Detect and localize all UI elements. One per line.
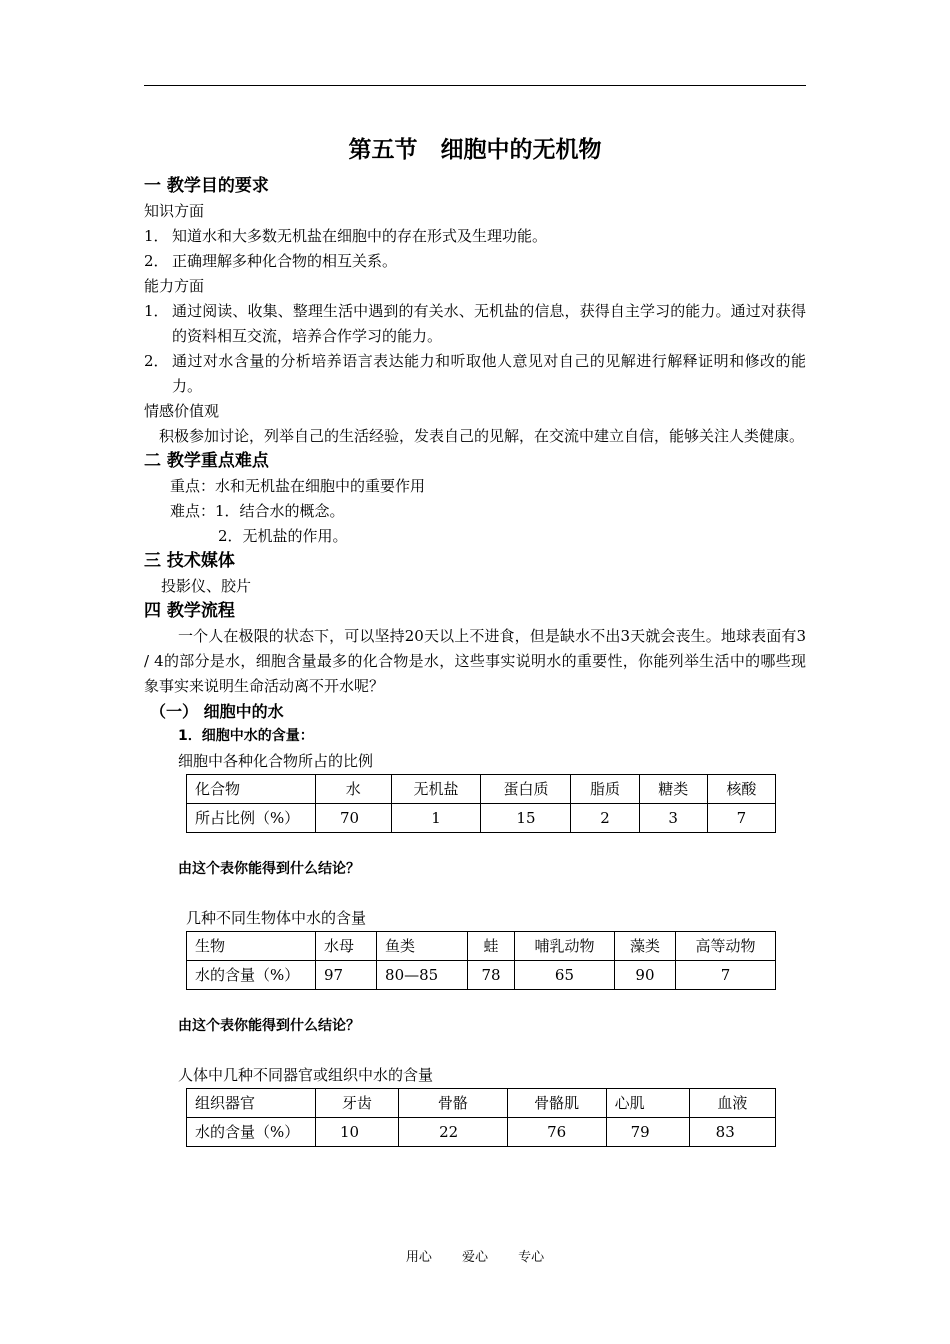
footer-text: 用心 (405, 1250, 432, 1265)
section-heading-key-points: 二 教学重点难点 (144, 451, 269, 471)
footer-text: 专心 (518, 1250, 545, 1265)
media-text: 投影仪、胶片 (161, 577, 252, 595)
list-item: 1． 通过阅读、收集、整理生活中遇到的有关水、无机盐的信息，获得自主学习的能力。通过对获得的资料相互交流，培养合作学习的能力。 (144, 302, 806, 345)
list-item: 2． 通过对水含量的分析培养语言表达能力和听取他人意见对自己的见解进行解释证明和修改的能力。 (144, 352, 806, 395)
footer-text: 爱心 (461, 1250, 488, 1265)
subsection-heading-water: （一） 细胞中的水 (150, 702, 284, 721)
question-2: 由这个表你能得到什么结论？ (178, 1018, 360, 1034)
intro-paragraph: 一个人在极限的状态下，可以坚持20天以上不进食，但是缺水不出3天就会丧生。地球表面有3 / 4的部分是水，细胞含量最多的化合物是水，这些事实说明水的重要性，你能列举生活中的哪些现象事实来说明生命活动离不开水呢？ (144, 627, 806, 695)
table-row: 水的含量（%） 10 22 76 79 83 (187, 1118, 776, 1147)
table-row: 化合物 水 无机盐 蛋白质 脂质 糖类 核酸 (187, 775, 776, 804)
section-heading-objectives: 一 教学目的要求 (144, 176, 269, 196)
document-body (144, 128, 806, 1147)
emotion-text: 积极参加讨论，列举自己的生活经验，发表自己的见解，在交流中建立自信，能够关注人类健康。 (159, 427, 805, 445)
header-rule (144, 85, 806, 86)
question-1: 由这个表你能得到什么结论？ (178, 861, 360, 877)
subsection-heading-water-content: 1．细胞中水的含量： (178, 728, 314, 744)
page-title: 第五节 细胞中的无机物 (348, 137, 602, 163)
section-heading-process: 四 教学流程 (144, 601, 235, 621)
page-footer (0, 1246, 950, 1265)
table-row: 水的含量（%） 97 80—85 78 65 90 7 (187, 961, 776, 990)
compound-ratio-table (186, 774, 776, 833)
list-item: 1． 知道水和大多数无机盐在细胞中的存在形式及生理功能。 (144, 227, 548, 245)
organ-water-table (186, 1088, 776, 1147)
table-caption: 细胞中各种化合物所占的比例 (178, 752, 374, 770)
table-caption: 人体中几种不同器官或组织中水的含量 (178, 1066, 434, 1084)
table-row: 所占比例（%） 70 1 15 2 3 7 (187, 804, 776, 833)
knowledge-label: 知识方面 (144, 202, 205, 220)
table-row: 组织器官 牙齿 骨骼 骨骼肌 心肌 血液 (187, 1089, 776, 1118)
difficult-point-1: 难点：1．结合水的概念。 (170, 502, 345, 520)
emotion-label: 情感价值观 (144, 402, 220, 420)
section-heading-media: 三 技术媒体 (144, 551, 235, 571)
difficult-point-2: 2．无机盐的作用。 (218, 527, 348, 545)
organism-water-table (186, 931, 776, 990)
ability-label: 能力方面 (144, 277, 205, 295)
key-point: 重点：水和无机盐在细胞中的重要作用 (170, 477, 426, 495)
list-item: 2． 正确理解多种化合物的相互关系。 (144, 252, 398, 270)
table-row: 生物 水母 鱼类 蛙 哺乳动物 藻类 高等动物 (187, 932, 776, 961)
table-caption: 几种不同生物体中水的含量 (186, 909, 367, 927)
